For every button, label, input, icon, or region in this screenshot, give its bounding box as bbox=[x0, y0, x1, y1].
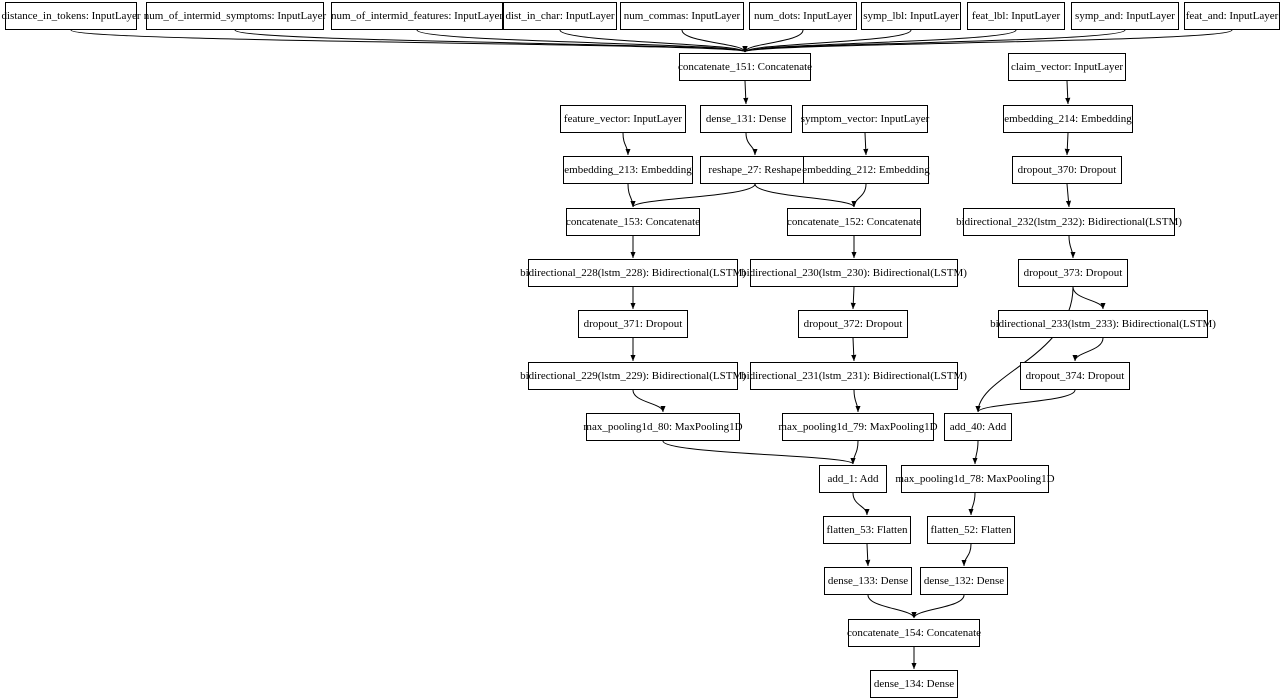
graph-node-feat_and: feat_and: InputLayer bbox=[1184, 2, 1280, 30]
graph-node-dense_134: dense_134: Dense bbox=[870, 670, 958, 698]
graph-edge-feat_lbl-to-concatenate_151 bbox=[745, 30, 1016, 52]
graph-node-dropout_370: dropout_370: Dropout bbox=[1012, 156, 1122, 184]
graph-edge-dense_131-to-reshape_27 bbox=[746, 133, 755, 155]
graph-node-embedding_212: embedding_212: Embedding bbox=[803, 156, 929, 184]
graph-node-symp_lbl: symp_lbl: InputLayer bbox=[861, 2, 961, 30]
graph-node-dropout_374: dropout_374: Dropout bbox=[1020, 362, 1130, 390]
graph-node-dense_133: dense_133: Dense bbox=[824, 567, 912, 595]
graph-edge-num_of_intermid_symptoms-to-concatenate_151 bbox=[235, 30, 745, 52]
graph-edge-flatten_52-to-dense_132 bbox=[964, 544, 971, 566]
graph-node-feature_vector: feature_vector: InputLayer bbox=[560, 105, 686, 133]
graph-node-bidirectional_231: bidirectional_231(lstm_231): Bidirectional(LSTM) bbox=[750, 362, 958, 390]
graph-edge-dropout_373-to-bidirectional_233 bbox=[1073, 287, 1103, 309]
graph-node-bidirectional_230: bidirectional_230(lstm_230): Bidirectional(LSTM) bbox=[750, 259, 958, 287]
graph-node-bidirectional_228: bidirectional_228(lstm_228): Bidirectional(LSTM) bbox=[528, 259, 738, 287]
graph-edge-feat_and-to-concatenate_151 bbox=[745, 30, 1232, 52]
graph-node-feat_lbl: feat_lbl: InputLayer bbox=[967, 2, 1065, 30]
graph-edge-claim_vector-to-embedding_214 bbox=[1067, 81, 1068, 104]
graph-node-concatenate_154: concatenate_154: Concatenate bbox=[848, 619, 980, 647]
graph-edge-num_of_intermid_features-to-concatenate_151 bbox=[417, 30, 745, 52]
graph-node-flatten_52: flatten_52: Flatten bbox=[927, 516, 1015, 544]
graph-node-num_dots: num_dots: InputLayer bbox=[749, 2, 857, 30]
graph-node-claim_vector: claim_vector: InputLayer bbox=[1008, 53, 1126, 81]
graph-node-num_commas: num_commas: InputLayer bbox=[620, 2, 744, 30]
graph-node-max_pooling1d_79: max_pooling1d_79: MaxPooling1D bbox=[782, 413, 934, 441]
graph-edge-dropout_374-to-add_40 bbox=[978, 390, 1075, 412]
graph-node-dropout_372: dropout_372: Dropout bbox=[798, 310, 908, 338]
graph-edge-dropout_372-to-bidirectional_231 bbox=[853, 338, 854, 361]
graph-node-add_40: add_40: Add bbox=[944, 413, 1012, 441]
graph-edge-embedding_212-to-concatenate_152 bbox=[854, 184, 866, 207]
graph-edge-bidirectional_231-to-max_pooling1d_79 bbox=[854, 390, 858, 412]
graph-node-dense_132: dense_132: Dense bbox=[920, 567, 1008, 595]
graph-node-concatenate_152: concatenate_152: Concatenate bbox=[787, 208, 921, 236]
graph-edge-max_pooling1d_79-to-add_1 bbox=[853, 441, 858, 464]
graph-edge-dropout_373-to-add_40 bbox=[978, 287, 1073, 412]
graph-edge-symp_lbl-to-concatenate_151 bbox=[745, 30, 911, 52]
graph-edge-add_40-to-max_pooling1d_78 bbox=[975, 441, 978, 464]
graph-node-add_1: add_1: Add bbox=[819, 465, 887, 493]
graph-node-embedding_214: embedding_214: Embedding bbox=[1003, 105, 1133, 133]
graph-edge-embedding_214-to-dropout_370 bbox=[1067, 133, 1068, 155]
graph-edge-dense_133-to-concatenate_154 bbox=[868, 595, 914, 618]
graph-edge-dense_132-to-concatenate_154 bbox=[914, 595, 964, 618]
graph-edge-max_pooling1d_80-to-add_1 bbox=[663, 441, 853, 464]
graph-node-concatenate_151: concatenate_151: Concatenate bbox=[679, 53, 811, 81]
graph-edge-feature_vector-to-embedding_213 bbox=[623, 133, 628, 155]
graph-node-bidirectional_232: bidirectional_232(lstm_232): Bidirectional(LSTM) bbox=[963, 208, 1175, 236]
graph-edge-bidirectional_229-to-max_pooling1d_80 bbox=[633, 390, 663, 412]
graph-node-dist_in_char: dist_in_char: InputLayer bbox=[503, 2, 617, 30]
graph-node-concatenate_153: concatenate_153: Concatenate bbox=[566, 208, 700, 236]
graph-edge-concatenate_151-to-dense_131 bbox=[745, 81, 746, 104]
graph-edge-dropout_370-to-bidirectional_232 bbox=[1067, 184, 1069, 207]
graph-node-dropout_373: dropout_373: Dropout bbox=[1018, 259, 1128, 287]
graph-node-embedding_213: embedding_213: Embedding bbox=[563, 156, 693, 184]
graph-edge-symp_and-to-concatenate_151 bbox=[745, 30, 1125, 52]
graph-edge-dist_in_char-to-concatenate_151 bbox=[560, 30, 745, 52]
graph-edge-reshape_27-to-concatenate_152 bbox=[755, 184, 854, 207]
graph-node-max_pooling1d_78: max_pooling1d_78: MaxPooling1D bbox=[901, 465, 1049, 493]
graph-node-dropout_371: dropout_371: Dropout bbox=[578, 310, 688, 338]
graph-edge-distance_in_tokens-to-concatenate_151 bbox=[71, 30, 745, 52]
graph-edge-flatten_53-to-dense_133 bbox=[867, 544, 868, 566]
graph-edge-embedding_213-to-concatenate_153 bbox=[628, 184, 633, 207]
graph-node-flatten_53: flatten_53: Flatten bbox=[823, 516, 911, 544]
graph-node-bidirectional_229: bidirectional_229(lstm_229): Bidirectional(LSTM) bbox=[528, 362, 738, 390]
graph-edge-symptom_vector-to-embedding_212 bbox=[865, 133, 866, 155]
graph-node-symptom_vector: symptom_vector: InputLayer bbox=[802, 105, 928, 133]
graph-edge-max_pooling1d_78-to-flatten_52 bbox=[971, 493, 975, 515]
graph-edge-bidirectional_232-to-dropout_373 bbox=[1069, 236, 1073, 258]
graph-node-symp_and: symp_and: InputLayer bbox=[1071, 2, 1179, 30]
graph-edge-num_commas-to-concatenate_151 bbox=[682, 30, 745, 52]
graph-node-bidirectional_233: bidirectional_233(lstm_233): Bidirectional(LSTM) bbox=[998, 310, 1208, 338]
graph-edge-add_1-to-flatten_53 bbox=[853, 493, 867, 515]
graph-edge-reshape_27-to-concatenate_153 bbox=[633, 184, 755, 207]
graph-node-reshape_27: reshape_27: Reshape bbox=[700, 156, 810, 184]
graph-node-num_of_intermid_features: num_of_intermid_features: InputLayer bbox=[331, 2, 503, 30]
graph-edge-bidirectional_233-to-dropout_374 bbox=[1075, 338, 1103, 361]
graph-node-max_pooling1d_80: max_pooling1d_80: MaxPooling1D bbox=[586, 413, 740, 441]
graph-node-distance_in_tokens: distance_in_tokens: InputLayer bbox=[5, 2, 137, 30]
graph-node-num_of_intermid_symptoms: num_of_intermid_symptoms: InputLayer bbox=[146, 2, 324, 30]
graph-node-dense_131: dense_131: Dense bbox=[700, 105, 792, 133]
graph-edge-bidirectional_230-to-dropout_372 bbox=[853, 287, 854, 309]
graph-edge-num_dots-to-concatenate_151 bbox=[745, 30, 803, 52]
